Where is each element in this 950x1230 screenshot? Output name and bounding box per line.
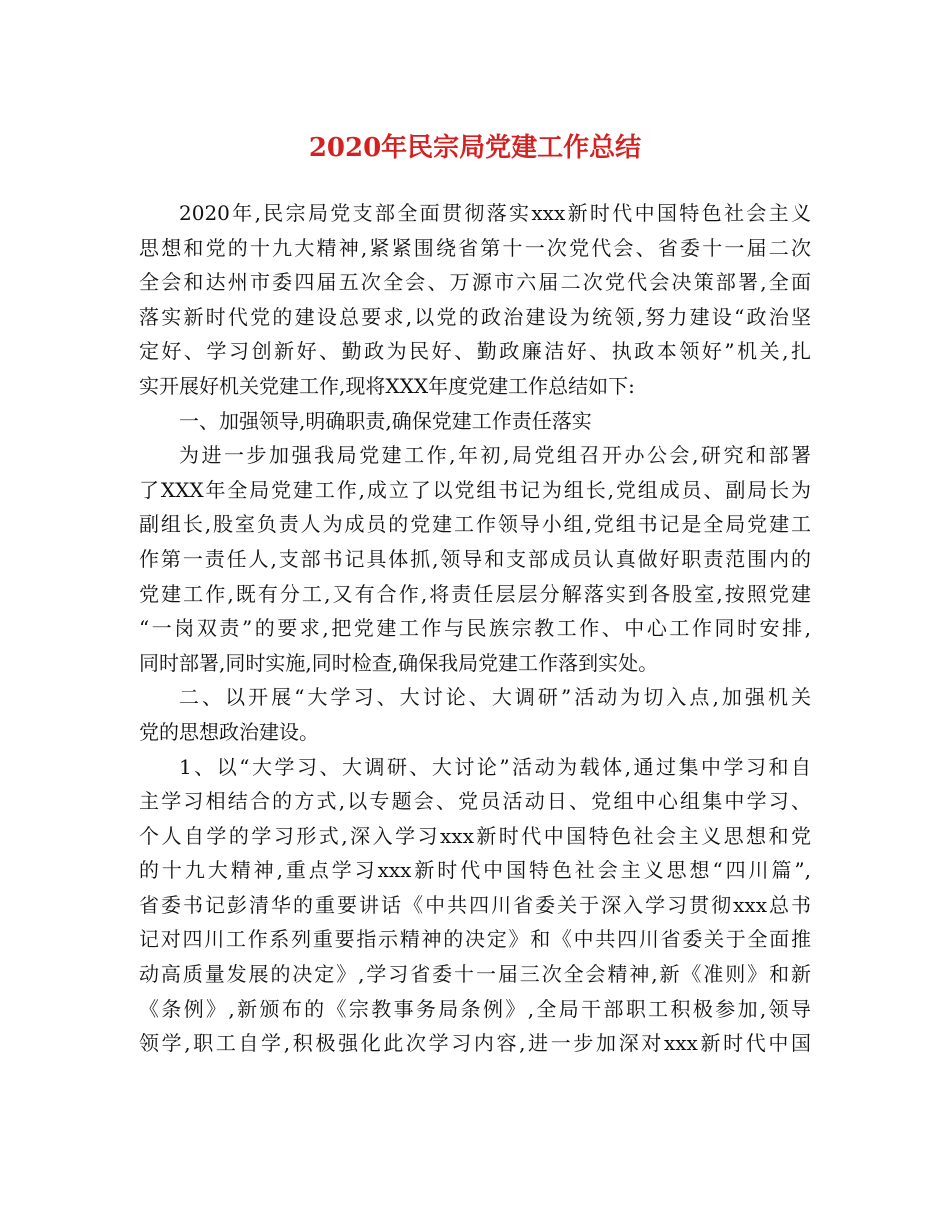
- paragraph-line: 同时部署,同时实施,同时检查,确保我局党建工作落到实处。: [139, 650, 659, 675]
- paragraph-line: 二、以开展“大学习、大讨论、大调研”活动为切入点,加强机关: [179, 685, 811, 710]
- paragraph-line: 动高质量发展的决定》,学习省委十一届三次全会精神,新《准则》和新: [139, 962, 811, 987]
- paragraph-line: 落实新时代党的建设总要求,以党的政治建设为统领,努力建设“政治坚: [139, 304, 811, 329]
- document-paragraph: [139, 404, 811, 439]
- document-paragraph: [139, 750, 811, 1061]
- paragraph-line: 全会和达州市委四届五次全会、万源市六届二次党代会决策部署,全面: [139, 270, 811, 295]
- paragraph-line: 了XXX年全局党建工作,成立了以党组书记为组长,党组成员、副局长为: [139, 477, 811, 502]
- paragraph-line: “一岗双责”的要求,把党建工作与民族宗教工作、中心工作同时安排,: [139, 616, 811, 641]
- document-paragraph: [139, 680, 811, 749]
- document-paragraph: [139, 196, 811, 404]
- document-paragraph: [139, 438, 811, 680]
- paragraph-line: 一、加强领导,明确职责,确保党建工作责任落实: [179, 408, 592, 433]
- paragraph-line: 定好、学习创新好、勤政为民好、勤政廉洁好、执政本领好”机关,扎: [139, 339, 811, 364]
- paragraph-line: 实开展好机关党建工作,现将XXX年度党建工作总结如下:: [139, 373, 635, 398]
- paragraph-line: 为进一步加强我局党建工作,年初,局党组召开办公会,研究和部署: [179, 443, 811, 468]
- paragraph-line: 主学习相结合的方式,以专题会、党员活动日、党组中心组集中学习、: [139, 789, 811, 814]
- paragraph-line: 作第一责任人,支部书记具体抓,领导和支部成员认真做好职责范围内的: [139, 546, 811, 571]
- paragraph-line: 思想和党的十九大精神,紧紧围绕省第十一次党代会、省委十一届二次: [139, 235, 811, 260]
- paragraph-line: 的十九大精神,重点学习xxx新时代中国特色社会主义思想“四川篇”,: [139, 858, 811, 883]
- paragraph-line: 党建工作,既有分工,又有合作,将责任层层分解落实到各股室,按照党建: [139, 581, 811, 606]
- paragraph-line: 领学,职工自学,积极强化此次学习内容,进一步加深对xxx新时代中国: [139, 1031, 811, 1056]
- paragraph-line: 《条例》,新颁布的《宗教事务局条例》,全局干部职工积极参加,领导: [139, 996, 811, 1021]
- paragraph-line: 副组长,股室负责人为成员的党建工作领导小组,党组书记是全局党建工: [139, 512, 811, 537]
- paragraph-line: 党的思想政治建设。: [139, 719, 319, 744]
- paragraph-line: 记对四川工作系列重要指示精神的决定》和《中共四川省委关于全面推: [139, 927, 811, 952]
- paragraph-line: 省委书记彭清华的重要讲话《中共四川省委关于深入学习贯彻xxx总书: [139, 892, 811, 917]
- document-title: 2020年民宗局党建工作总结: [308, 133, 642, 163]
- document-body: [139, 196, 811, 1061]
- paragraph-line: 个人自学的学习形式,深入学习xxx新时代中国特色社会主义思想和党: [139, 823, 811, 848]
- paragraph-line: 1、以“大学习、大调研、大讨论”活动为载体,通过集中学习和自: [179, 754, 811, 779]
- paragraph-line: 2020年,民宗局党支部全面贯彻落实xxx新时代中国特色社会主义: [179, 201, 811, 225]
